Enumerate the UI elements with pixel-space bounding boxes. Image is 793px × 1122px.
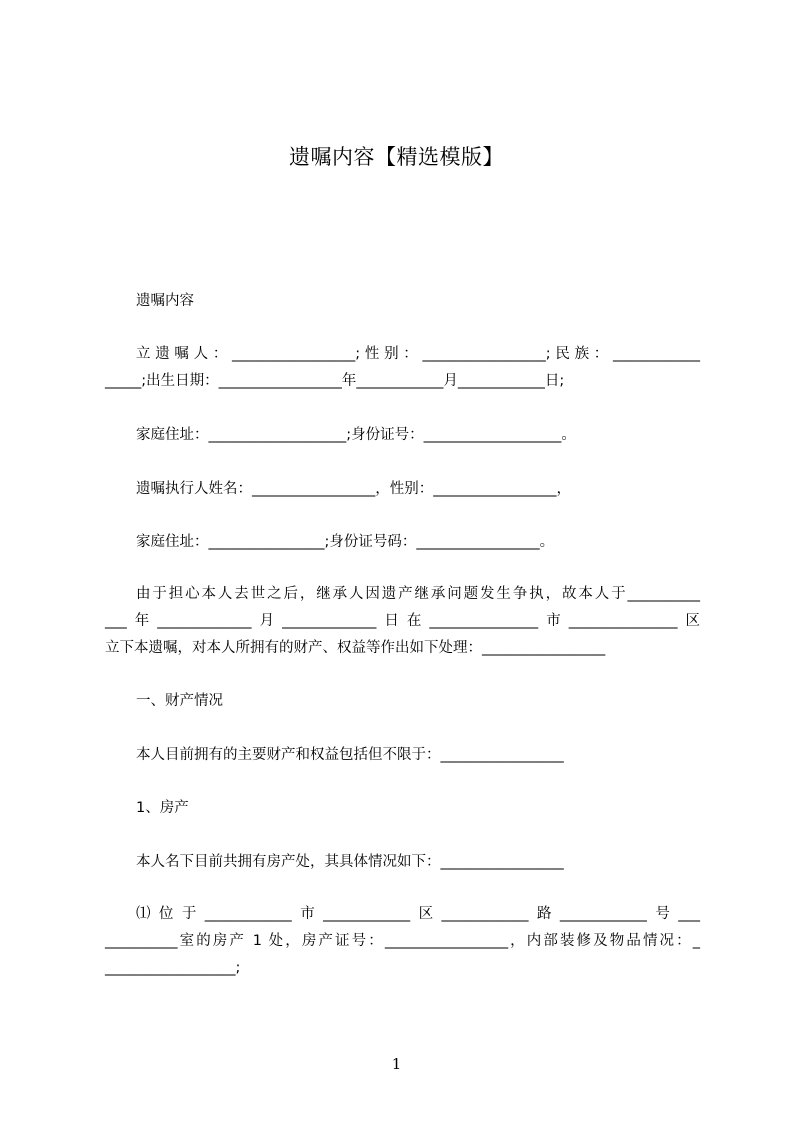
paragraph-line: 本人名下目前共拥有房产处，其具体情况如下：_________________: [136, 854, 564, 870]
paragraph-line: 立遗嘱人：_________________;性别：_________________;民族：____________: [136, 346, 700, 362]
paragraph-line: ⑴位于____________市____________区____________路____________号___: [136, 906, 700, 922]
section-heading: 遗嘱内容: [136, 293, 194, 309]
paragraph-line: 由于担心本人去世之后，继承人因遗产继承问题发生争执，故本人于__________: [136, 586, 700, 602]
section-heading: 1、房产: [136, 800, 189, 816]
document-title: 遗嘱内容【精选模版】: [289, 145, 504, 169]
paragraph-line: 家庭住址：________________;身份证号码：_________________。: [136, 534, 555, 550]
paragraph-line: ___年_____________月_____________日在_______________市_______________区: [105, 613, 700, 629]
page-number: 1: [391, 1055, 402, 1073]
paragraph-line: __________________;: [105, 960, 241, 976]
paragraph-line: 本人目前拥有的主要财产和权益包括但不限于：_________________: [136, 747, 564, 763]
paragraph-line: __________室的房产 1 处，房产证号：_________________，内部装修及物品情况：_: [105, 933, 700, 949]
paragraph-line: _____;出生日期：_________________年____________月____________日;: [105, 373, 565, 389]
paragraph-line: 立下本遗嘱，对本人所拥有的财产、权益等作出如下处理：_________________: [105, 640, 606, 656]
paragraph-line: 遗嘱执行人姓名：_________________，性别：_________________，: [136, 481, 571, 497]
paragraph-line: 家庭住址：___________________;身份证号：___________________。: [136, 427, 576, 443]
section-heading: 一、财产情况: [136, 693, 223, 709]
